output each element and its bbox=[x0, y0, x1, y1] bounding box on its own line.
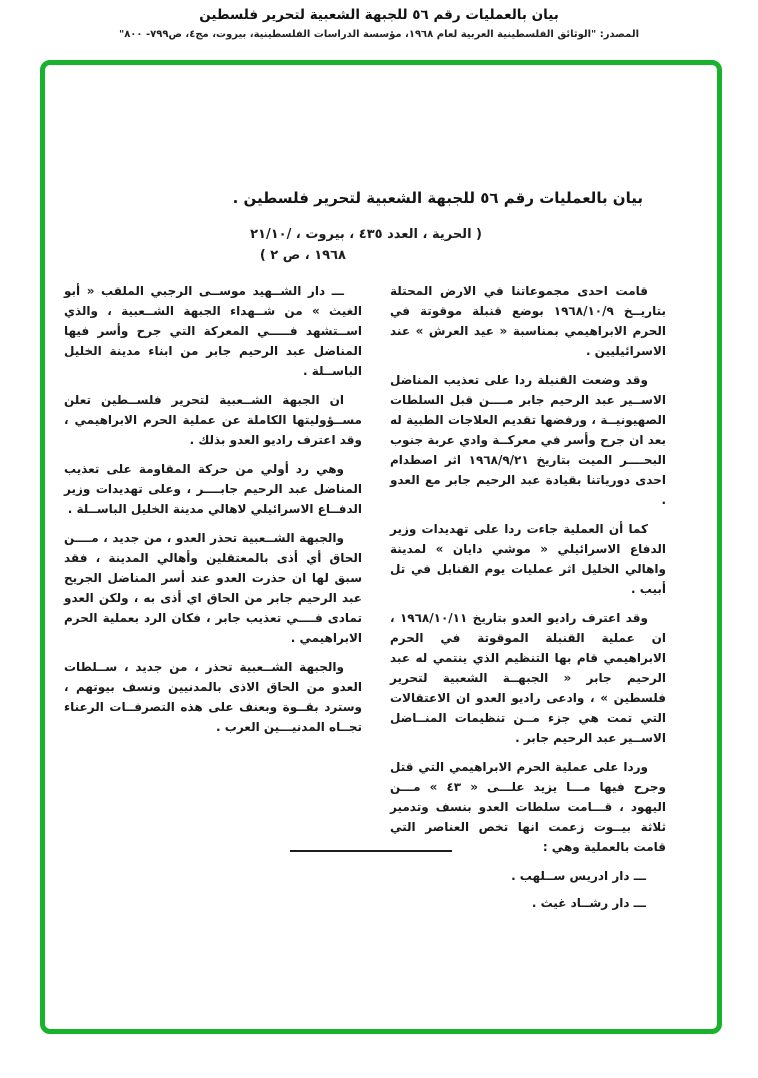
list-item: ـــ دار ادريس ســلهب . bbox=[511, 869, 646, 883]
body-paragraph: قامت احدى مجموعاتنا في الارض المحتلة بتاريــخ ١٩٦٨/١٠/٩ بوضع قنبلة موقوتة في الحرم الابراهيمي بمناسبة « عيد العرش » عند الاسرائيليين . bbox=[390, 284, 667, 358]
body-paragraph: وردا على عملية الحرم الابراهيمي التي قتل وجرح فيها مـــا يزيد علـــى « ٤٣ » مـــن اليهود ، قـــامت سلطات العدو بنسف وتدمير ثلاثة بيــوت زعمت انها تخص العناصر التي قامت بالعملية وهي : bbox=[390, 760, 666, 854]
page-header-source: المصدر: "الوثائق الفلسطينية العربية لعام ١٩٦٨، مؤسسة الدراسات الفلسطينية، بيروت، مج٤، ص٧٩٩- ٨٠٠" bbox=[118, 29, 640, 40]
column-right bbox=[390, 281, 666, 920]
citation bbox=[166, 224, 482, 266]
body-paragraph: ـــ دار الشــهيد موســى الرجبي الملقب « أبو الغيث » من شــهداء الجبهة الشــعبية ، والذي اســتشهد فـــــي المعركة التي جرح وأسر فيها المناضل عبد الرحيم جابر من ابناء مدينة الخليل الباســلة . bbox=[64, 284, 362, 378]
divider-line bbox=[290, 850, 452, 852]
body-paragraph: وقد اعترف راديو العدو بتاريخ ١٩٦٨/١٠/١١ ، ان عملية القنبلة الموقوتة في الحرم الابراهيمي قام بها التنظيم الذي ينتمي له عبد الرحيم جابر « الجبهــة الشعبية لتحرير فلسطين » ، وادعى راديو العدو ان الاعتقالات التي تمت هي جزء مــن تنظيمات المنــاضل الاســير عبد الرحيم جابر . bbox=[390, 611, 666, 745]
body-paragraph: والجبهة الشــعبية تحذر العدو ، من جديد ، مــــن الحاق أي أذى بالمعتقلين وأهالي المدينة ، فقد سبق لها ان حذرت العدو عند أسر المناضل الجريح عبد الرحيم جابر من الحاق اي أذى به ، ولكن العدو تمادى فــــي تعذيب جابر ، فكان الرد بعملية الحرم الابراهيمي . bbox=[64, 531, 362, 645]
page-header-title: بيان بالعمليات رقم ٥٦ للجبهة الشعبية لتحرير فلسطين bbox=[199, 7, 559, 23]
document-title: بيان بالعمليات رقم ٥٦ للجبهة الشعبية لتحرير فلسطين . bbox=[232, 189, 643, 207]
body-paragraph: كما أن العملية جاءت ردا على تهديدات وزير الدفاع الاسرائيلي « موشي دايان » لمدينة واهالي الخليل اثر عمليات يوم القنابل في تل أبيب . bbox=[390, 522, 666, 596]
column-left bbox=[64, 281, 362, 746]
citation-date: ٢١/١٠/ bbox=[250, 227, 292, 242]
citation-line-1 bbox=[166, 224, 482, 245]
body-paragraph: ان الجبهة الشــعبية لتحرير فلســطين تعلن مســؤوليتها الكاملة عن عملية الحرم الابراهيمي ، وقد اعترف راديو العدو بذلك . bbox=[64, 393, 362, 447]
body-paragraph: والجبهة الشــعبية تحذر ، من جديد ، ســلطات العدو من الحاق الاذى بالمدنيين ونسف بيوتهم ، وسترد بقــوة وبعنف على هذه التصرفــات الرعناء تجــاه المدنيـــين العرب . bbox=[64, 660, 362, 734]
list-item: ـــ دار رشــاد غيث . bbox=[531, 896, 646, 910]
body-paragraph: وهي رد أولي من حركة المقاومة على تعذيب المناضل عبد الرحيم جابــــر ، وعلى تهديدات وزير الدفــاع الاسرائيلي لاهالي مدينة الخليل الباســلة . bbox=[64, 462, 362, 516]
page-header bbox=[0, 0, 758, 40]
body-paragraph: وقد وضعت القنبلة ردا على تعذيب المناضل الاســير عبد الرحيم جابر مــــن قبل السلطات الصهيونيــة ، ورفضها تقديم العلاجات الطبية له بعد ان جرح وأسر في معركــة وادي عربة جنوب البحــــر الميت بتاريخ ١٩٦٨/٩/٢١ اثر اصطدام احدى دورياتنا بقيادة عبد الرحيم جابر مع العدو . bbox=[390, 373, 666, 507]
citation-line-1-text: ( الحرية ، العدد ٤٣٥ ، بيروت ، bbox=[291, 227, 482, 242]
citation-line-2: ١٩٦٨ ، ص ٢ ) bbox=[259, 248, 346, 263]
